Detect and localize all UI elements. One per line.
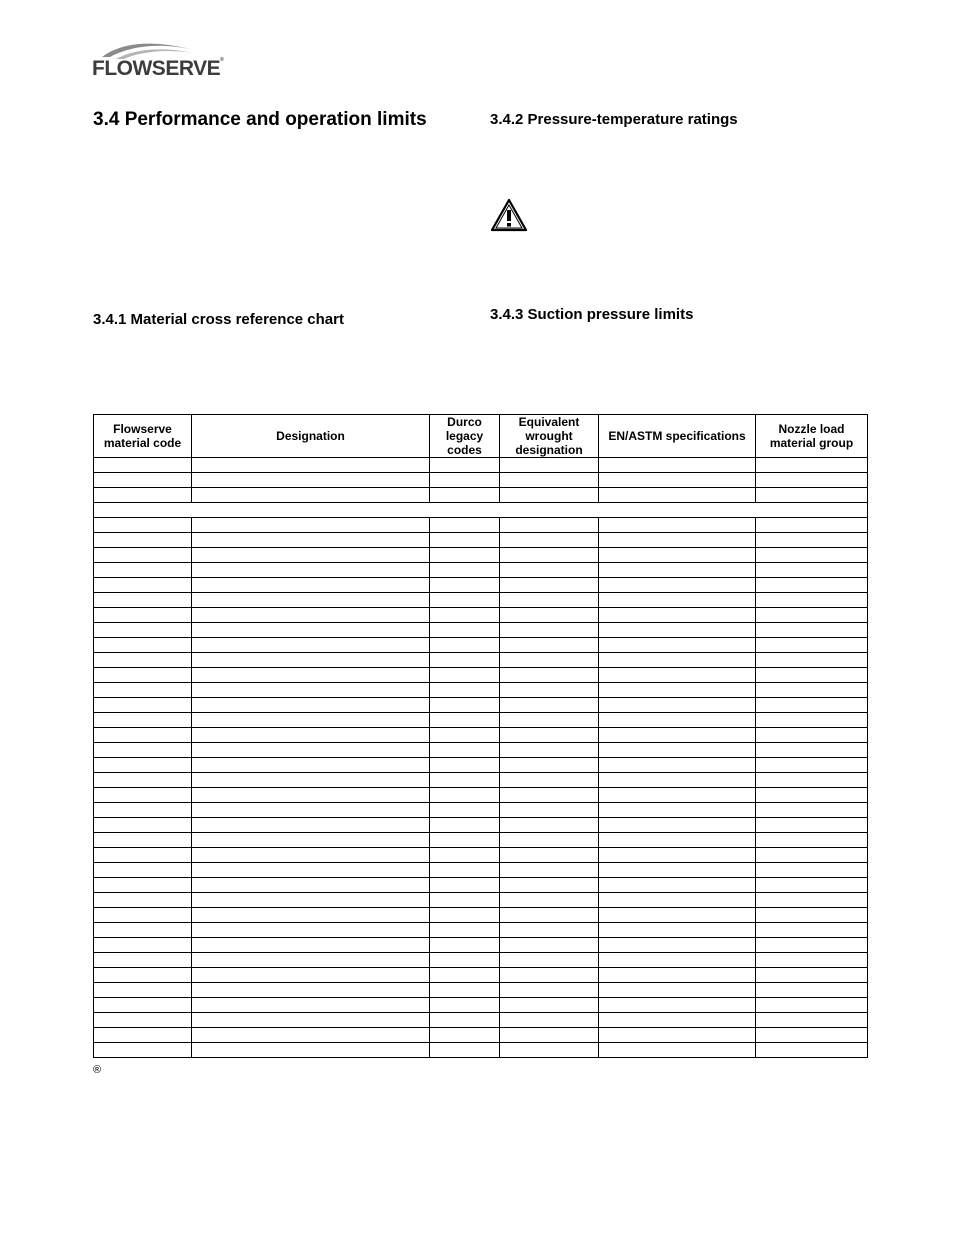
table-cell [94,533,192,548]
table-cell [500,533,599,548]
table-cell [94,998,192,1013]
table-cell [192,743,430,758]
table-row [94,743,868,758]
table-cell [192,653,430,668]
table-row [94,488,868,503]
table-cell [430,713,500,728]
table-cell [430,908,500,923]
table-cell [94,653,192,668]
table-cell [599,728,756,743]
table-row [94,953,868,968]
table-row [94,1013,868,1028]
table-cell [756,743,868,758]
table-cell [599,998,756,1013]
table-cell [756,983,868,998]
table-cell [430,923,500,938]
table-cell [430,878,500,893]
table-row [94,458,868,473]
table-cell [94,728,192,743]
table-cell [94,563,192,578]
table-cell [192,1013,430,1028]
table-cell [500,848,599,863]
table-cell [430,578,500,593]
table-cell [192,893,430,908]
table-cell [94,938,192,953]
table-cell [192,878,430,893]
table-cell [94,1013,192,1028]
table-cell [192,638,430,653]
table-cell [500,578,599,593]
table-row [94,608,868,623]
table-cell [500,953,599,968]
table-cell [430,623,500,638]
table-cell [500,518,599,533]
table-row [94,548,868,563]
table-row [94,533,868,548]
table-cell [192,668,430,683]
table-row [94,908,868,923]
table-cell [756,803,868,818]
table-cell [756,818,868,833]
table-cell [94,578,192,593]
table-cell [430,758,500,773]
table-cell [599,638,756,653]
table-row [94,653,868,668]
table-cell [500,923,599,938]
table-row [94,623,868,638]
table-row [94,473,868,488]
table-cell [500,863,599,878]
col-header-designation: Designation [192,415,430,458]
table-cell [599,653,756,668]
table-cell [500,938,599,953]
table-cell [430,488,500,503]
table-cell [599,623,756,638]
table-cell [94,623,192,638]
table-cell [430,518,500,533]
col-header-nozzle-load-group: Nozzle load material group [756,415,868,458]
material-cross-reference-table [93,414,868,1058]
table-row [94,563,868,578]
table-cell [500,668,599,683]
table-cell [430,593,500,608]
table-row [94,983,868,998]
table-cell [500,473,599,488]
table-cell [430,893,500,908]
table-cell [599,683,756,698]
table-row [94,893,868,908]
table-cell [599,968,756,983]
table-cell [599,758,756,773]
table-cell [192,683,430,698]
table-row [94,938,868,953]
table-cell [756,653,868,668]
table-cell [430,548,500,563]
table-cell [94,953,192,968]
table-cell [756,668,868,683]
section-title-3-4-1: 3.4.1 Material cross reference chart [93,311,344,328]
table-group-separator-cell [94,503,868,518]
table-cell [756,473,868,488]
table-row [94,788,868,803]
table-cell [500,593,599,608]
table-cell [756,953,868,968]
table-cell [500,638,599,653]
table-cell [192,863,430,878]
table-cell [500,968,599,983]
table-cell [94,713,192,728]
table-row [94,773,868,788]
table-cell [430,458,500,473]
col-header-wrought-designation: Equivalent wrought designation [500,415,599,458]
table-cell [94,683,192,698]
table-cell [192,533,430,548]
table-cell [756,548,868,563]
table-cell [430,983,500,998]
table-cell [94,983,192,998]
table-cell [500,1013,599,1028]
table-cell [756,638,868,653]
table-cell [756,593,868,608]
registered-mark-footnote: ® [93,1064,102,1076]
table-cell [500,773,599,788]
table-cell [500,713,599,728]
table-cell [599,938,756,953]
table-cell [500,758,599,773]
table-cell [756,833,868,848]
section-title-3-4: 3.4 Performance and operation limits [93,109,427,130]
table-cell [430,968,500,983]
table-cell [756,578,868,593]
table-cell [430,533,500,548]
table-cell [599,668,756,683]
table-cell [756,1013,868,1028]
col-header-legacy-codes: Durco legacy codes [430,415,500,458]
table-cell [192,608,430,623]
table-cell [430,473,500,488]
table-cell [756,458,868,473]
table-row [94,578,868,593]
table-cell [756,998,868,1013]
table-cell [599,953,756,968]
table-cell [599,878,756,893]
table-cell [94,803,192,818]
table-cell [430,953,500,968]
table-row [94,728,868,743]
table-cell [500,458,599,473]
table-cell [599,743,756,758]
table-cell [430,728,500,743]
table-cell [500,728,599,743]
table-cell [94,473,192,488]
table-cell [192,938,430,953]
table-cell [599,518,756,533]
table-cell [599,1043,756,1058]
table-cell [756,1043,868,1058]
table-cell [94,1043,192,1058]
table-cell [756,968,868,983]
table-cell [500,563,599,578]
table-cell [94,698,192,713]
table-cell [430,698,500,713]
table-cell [500,1028,599,1043]
table-cell [756,788,868,803]
table-row [94,593,868,608]
table-cell [192,908,430,923]
table-cell [756,728,868,743]
table-cell [94,743,192,758]
table-cell [430,833,500,848]
section-title-3-4-3: 3.4.3 Suction pressure limits [490,306,694,323]
table-cell [94,773,192,788]
table-cell [430,608,500,623]
table-row [94,878,868,893]
table-row [94,668,868,683]
table-cell [192,623,430,638]
table-cell [599,698,756,713]
table-cell [756,938,868,953]
warning-triangle-icon [490,198,528,232]
table-cell [500,653,599,668]
logo-wordmark: FLOWSERVE® [92,57,224,80]
table-cell [756,683,868,698]
table-cell [599,983,756,998]
table-cell [430,638,500,653]
table-cell [599,833,756,848]
table-cell [500,548,599,563]
table-cell [94,878,192,893]
table-cell [94,458,192,473]
table-row [94,863,868,878]
table-cell [500,893,599,908]
table-cell [192,953,430,968]
table-cell [756,713,868,728]
table-row [94,923,868,938]
table-cell [599,803,756,818]
table-cell [500,998,599,1013]
table-cell [192,848,430,863]
table-cell [192,968,430,983]
table-cell [94,608,192,623]
table-cell [94,593,192,608]
table-cell [94,923,192,938]
table-cell [192,983,430,998]
table-cell [599,818,756,833]
table-row [94,758,868,773]
table-row [94,968,868,983]
table-cell [94,788,192,803]
table-row [94,683,868,698]
table-cell [94,488,192,503]
table-cell [430,788,500,803]
table-cell [94,548,192,563]
table-cell [192,998,430,1013]
table-cell [756,893,868,908]
table-cell [756,563,868,578]
table-cell [500,608,599,623]
table-cell [94,833,192,848]
table-cell [430,743,500,758]
table-cell [192,563,430,578]
table-cell [192,773,430,788]
table-cell [192,833,430,848]
table-row [94,1028,868,1043]
table-cell [192,788,430,803]
col-header-material-code: Flowserve material code [94,415,192,458]
table-cell [94,1028,192,1043]
table-cell [599,848,756,863]
table-cell [430,1013,500,1028]
table-cell [500,623,599,638]
table-cell [94,758,192,773]
flowserve-logo [92,40,224,90]
table-cell [599,788,756,803]
table-cell [756,518,868,533]
table-cell [500,833,599,848]
table-cell [599,1013,756,1028]
table-cell [756,848,868,863]
table-cell [500,803,599,818]
table-cell [192,818,430,833]
table-cell [756,698,868,713]
table-cell [430,773,500,788]
table-cell [192,473,430,488]
table-cell [430,803,500,818]
table-cell [192,1028,430,1043]
table-row [94,998,868,1013]
table-cell [756,908,868,923]
table-cell [192,488,430,503]
logo-text: FLOWSERVE [92,57,221,80]
table-cell [430,863,500,878]
table-cell [94,638,192,653]
table-row [94,833,868,848]
table-cell [192,458,430,473]
table-cell [599,548,756,563]
table-cell [500,1043,599,1058]
table-cell [500,698,599,713]
table-cell [192,758,430,773]
table-cell [599,608,756,623]
table-cell [599,908,756,923]
table-cell [599,473,756,488]
table-cell [430,668,500,683]
table-cell [500,743,599,758]
table-row [94,818,868,833]
table-row [94,1043,868,1058]
table-row [94,518,868,533]
table-cell [500,788,599,803]
table-cell [430,818,500,833]
table-cell [430,998,500,1013]
table-cell [192,698,430,713]
table-cell [756,863,868,878]
table-cell [94,818,192,833]
table-cell [599,1028,756,1043]
table-cell [756,773,868,788]
table-group-separator-row [94,503,868,518]
table-row [94,803,868,818]
table-cell [94,968,192,983]
table-cell [599,773,756,788]
table-cell [599,488,756,503]
table-row [94,848,868,863]
table-cell [756,878,868,893]
table-header-row [94,415,868,458]
table-cell [430,938,500,953]
table-cell [192,593,430,608]
table-cell [599,863,756,878]
table-cell [192,548,430,563]
table-cell [192,713,430,728]
table-row [94,698,868,713]
table-row [94,638,868,653]
table-cell [756,758,868,773]
table-cell [430,1043,500,1058]
table-cell [756,923,868,938]
table-cell [94,848,192,863]
table-cell [599,533,756,548]
table-cell [192,728,430,743]
section-title-3-4-2: 3.4.2 Pressure-temperature ratings [490,111,738,128]
col-header-specifications: EN/ASTM specifications [599,415,756,458]
table-cell [756,488,868,503]
table-cell [192,578,430,593]
table-cell [94,863,192,878]
table-cell [500,818,599,833]
table-cell [599,563,756,578]
table-cell [94,518,192,533]
table-cell [430,653,500,668]
table-cell [94,668,192,683]
table-row [94,713,868,728]
table-cell [430,848,500,863]
table-cell [192,518,430,533]
table-cell [599,893,756,908]
table-cell [756,623,868,638]
table-cell [500,488,599,503]
table-cell [94,893,192,908]
table-cell [192,923,430,938]
table-cell [430,1028,500,1043]
table-cell [192,803,430,818]
table-cell [756,608,868,623]
table-cell [430,563,500,578]
table-cell [94,908,192,923]
table-cell [599,593,756,608]
table-cell [500,878,599,893]
table-cell [192,1043,430,1058]
table-cell [599,923,756,938]
table-cell [599,713,756,728]
table-cell [599,458,756,473]
table-cell [500,908,599,923]
table-cell [430,683,500,698]
table-cell [756,533,868,548]
table-cell [599,578,756,593]
table-cell [500,983,599,998]
table-cell [756,1028,868,1043]
table-cell [500,683,599,698]
